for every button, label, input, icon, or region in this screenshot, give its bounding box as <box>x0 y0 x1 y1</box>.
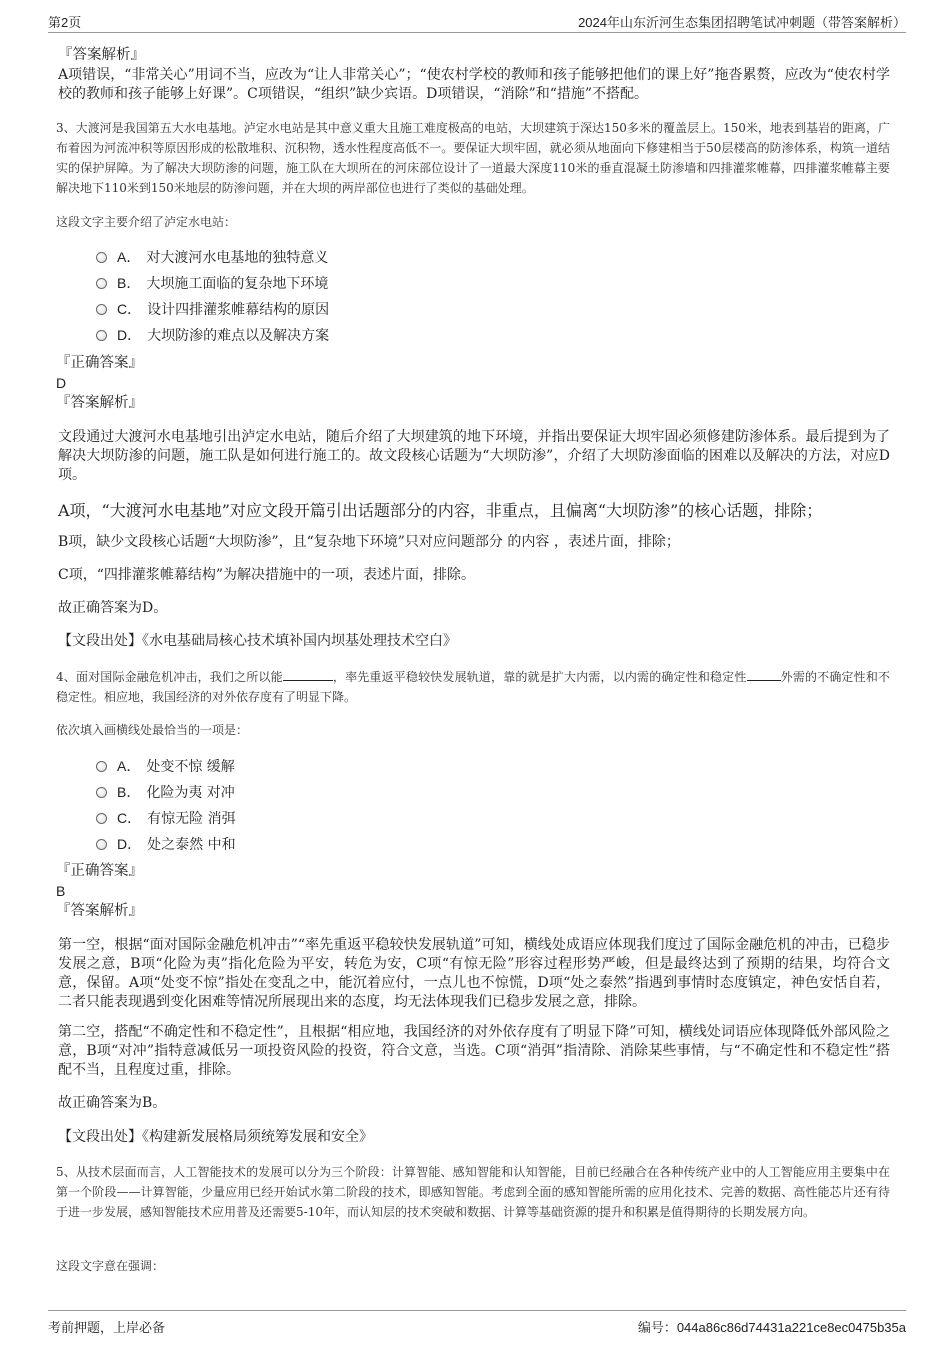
q2-analysis-label: 『答案解析』 <box>58 47 145 63</box>
radio-icon[interactable] <box>96 813 107 824</box>
q3-options <box>96 244 329 348</box>
q4-source: 【文段出处】《构建新发展格局须统筹发展和安全》 <box>58 1129 373 1145</box>
blank-2 <box>747 667 781 681</box>
q3-analysis <box>58 428 890 482</box>
radio-icon[interactable] <box>96 252 107 263</box>
q3-option-b[interactable] <box>96 270 329 296</box>
option-letter: B． <box>117 275 141 291</box>
option-letter: C． <box>117 301 142 317</box>
q3-source: 【文段出处】《水电基础局核心技术填补国内坝基处理技术空白》 <box>58 633 457 649</box>
q3-stem <box>56 118 890 198</box>
q3-option-a[interactable] <box>96 244 329 270</box>
q4-question <box>56 720 890 740</box>
q3-correct-answer: D <box>56 375 67 391</box>
option-text: 大坝施工面临的复杂地下环境 <box>146 276 329 292</box>
q4-stem-part-b: ，率先重返平稳较快发展轨道，靠的就是扩大内需，以内需的确定性和稳定性 <box>332 670 747 684</box>
radio-icon[interactable] <box>96 761 107 772</box>
option-text: 大坝防渗的难点以及解决方案 <box>147 328 330 344</box>
option-letter: D． <box>117 836 142 852</box>
q5-question <box>56 1256 890 1276</box>
q4-option-d[interactable] <box>96 831 236 857</box>
q4-correct-answer: B <box>56 883 66 899</box>
q4-answer-section <box>56 862 890 921</box>
q4-correct-label: 『正确答案』 <box>56 863 143 879</box>
option-letter: D． <box>117 327 142 343</box>
q3-question <box>56 212 890 232</box>
q4-analysis-p1: 第一空，根据“面对国际金融危机冲击”“率先重返平稳较快发展轨道”可知，横线处成语应体现我们度过了国际金融危机的冲击，已稳步发展之意，B项“化险为夷”指化危险为平安，转危为安，C项“有惊无险”形容过程形势严峻，但是最终达到了预期的结果，均符合文意，保留。A项“处变不惊”指处在变乱之中，能沉着应付，一点儿也不惊慌，D项“处之泰然”指遇到事情时态度镇定，神色安恬自若，二者只能表现遇到变化困难等情况所展现出来的态度，均无法体现我们已稳步发展之意，排除。 <box>58 937 890 1010</box>
radio-icon[interactable] <box>96 330 107 341</box>
option-text: 对大渡河水电基地的独特意义 <box>146 250 329 266</box>
q3-answer-section <box>56 354 890 413</box>
option-text: 设计四排灌浆帷幕结构的原因 <box>147 302 330 318</box>
q4-analysis-p3: 故正确答案为B。 <box>58 1095 167 1111</box>
option-letter: A． <box>117 249 141 265</box>
option-text: 有惊无险 消弭 <box>147 811 236 827</box>
q4-stem <box>56 667 890 707</box>
q4-analysis-p2: 第二空，搭配“不确定性和不稳定性”，且根据“相应地，我国经济的对外依存度有了明显下降”可知，横线处词语应体现降低外部风险之意，B项“对冲”指特意减低另一项投资风险的投资，符合文意，当选。C项“消弭”指清除、消除某些事情，与“不确定性和不稳定性”搭配不当，且程度过重，排除。 <box>58 1024 890 1078</box>
q2-analysis-section <box>58 46 890 104</box>
q4-options <box>96 753 236 857</box>
q4-stem-part-a: 4、面对国际金融危机冲击，我们之所以能 <box>56 670 283 684</box>
q4-option-a[interactable] <box>96 753 236 779</box>
q3-analysis-p4: C项，“四排灌浆帷幕结构”为解决措施中的一项，表述片面，排除。 <box>58 567 476 583</box>
document-title: 2024年山东沂河生态集团招聘笔试冲刺题（带答案解析） <box>578 15 906 30</box>
q3-analysis-label: 『答案解析』 <box>56 395 143 411</box>
option-letter: A． <box>117 758 141 774</box>
q3-analysis-p5: 故正确答案为D。 <box>58 600 168 616</box>
q4-question-text: 依次填入画横线处最恰当的一项是： <box>56 723 249 737</box>
footer-serial: 编号：044a86c86d74431a221ce8ec0475b35a <box>637 1320 906 1335</box>
q4-stem-part-c: 外需的不确定性和不稳定性。相应地，我国经济的对外依存度有了明显下降。 <box>56 670 890 704</box>
footer-slogan: 考前押题，上岸必备 <box>48 1320 166 1335</box>
option-text: 化险为夷 对冲 <box>146 785 235 801</box>
page-number: 第2页 <box>48 15 82 30</box>
q4-option-c[interactable] <box>96 805 236 831</box>
radio-icon[interactable] <box>96 839 107 850</box>
q3-analysis-p3: B项，缺少文段核心话题“大坝防渗”，且“复杂地下环境”只对应问题部分 的内容 ，表述片面，排除； <box>58 534 680 550</box>
page-footer <box>48 1310 906 1335</box>
q5-stem-text: 5、从技术层面而言，人工智能技术的发展可以分为三个阶段：计算智能、感知智能和认知智能，目前已经融合在各种传统产业中的人工智能应用主要集中在第一个阶段——计算智能，少量应用已经开始试水第二阶段的技术，即感知智能。考虑到全面的感知智能所需的应用化技术、完善的数据、高性能芯片还有待于进一步发展，感知智能技术应用普及还需要5-10年，而认知层的技术突破和数据、计算等基础资源的提升和积累是值得期待的长期发展方向。 <box>56 1165 890 1219</box>
q2-analysis-text: A项错误，“非常关心”用词不当，应改为“让人非常关心”；“使农村学校的教师和孩子能够把他们的课上好”拖沓累赘，应改为“使农村学校的教师和孩子能够上好课”。C项错误，“组织”缺少宾语。D项错误，“消除”和“措施”不搭配。 <box>58 67 890 102</box>
q3-option-c[interactable] <box>96 296 329 322</box>
radio-icon[interactable] <box>96 278 107 289</box>
option-letter: C． <box>117 810 142 826</box>
q4-analysis-label: 『答案解析』 <box>56 903 143 919</box>
q3-stem-text: 3、大渡河是我国第五大水电基地。泸定水电站是其中意义重大且施工难度极高的电站，大坝建筑于深达150多米的覆盖层上。150米，地表到基岩的距离，广布着因为河流冲积等原因形成的松散堆积、沉积物，透水性程度高低不一。要保证大坝牢固，就必须从地面向下修建相当于50层楼高的防渗体系，构筑一道结实的保护屏障。为了解决大坝防渗的问题，施工队在大坝所在的河床部位设计了一道最大深度110米的垂直混凝土防渗墙和四排灌浆帷幕，四排灌浆帷幕主要解决地下110米到150米地层的防渗问题，并在大坝的两岸部位也进行了类似的基础处理。 <box>56 121 890 195</box>
radio-icon[interactable] <box>96 787 107 798</box>
q3-analysis-p1: 文段通过大渡河水电基地引出泸定水电站，随后介绍了大坝建筑的地下环境，并指出要保证大坝牢固必须修建防渗体系。最后提到为了解决大坝防渗的问题，施工队是如何进行施工的。故文段核心话题为“大坝防渗”，介绍了大坝防渗面临的困难以及解决的方法，对应D项。 <box>58 429 890 483</box>
q3-question-text: 这段文字主要介绍了泸定水电站： <box>56 215 237 229</box>
q5-question-text: 这段文字意在强调： <box>56 1259 165 1273</box>
option-text: 处变不惊 缓解 <box>146 759 235 775</box>
page-header <box>48 8 906 33</box>
q3-analysis-p2: A项，“大渡河水电基地”对应文段开篇引出话题部分的内容，非重点，且偏离“大坝防渗”的核心话题，排除； <box>58 501 823 520</box>
option-text: 处之泰然 中和 <box>147 837 236 853</box>
q3-correct-label: 『正确答案』 <box>56 355 143 371</box>
blank-1 <box>283 667 333 681</box>
radio-icon[interactable] <box>96 304 107 315</box>
option-letter: B． <box>117 784 141 800</box>
q4-option-b[interactable] <box>96 779 236 805</box>
q3-option-d[interactable] <box>96 322 329 348</box>
q5-stem <box>56 1162 890 1222</box>
